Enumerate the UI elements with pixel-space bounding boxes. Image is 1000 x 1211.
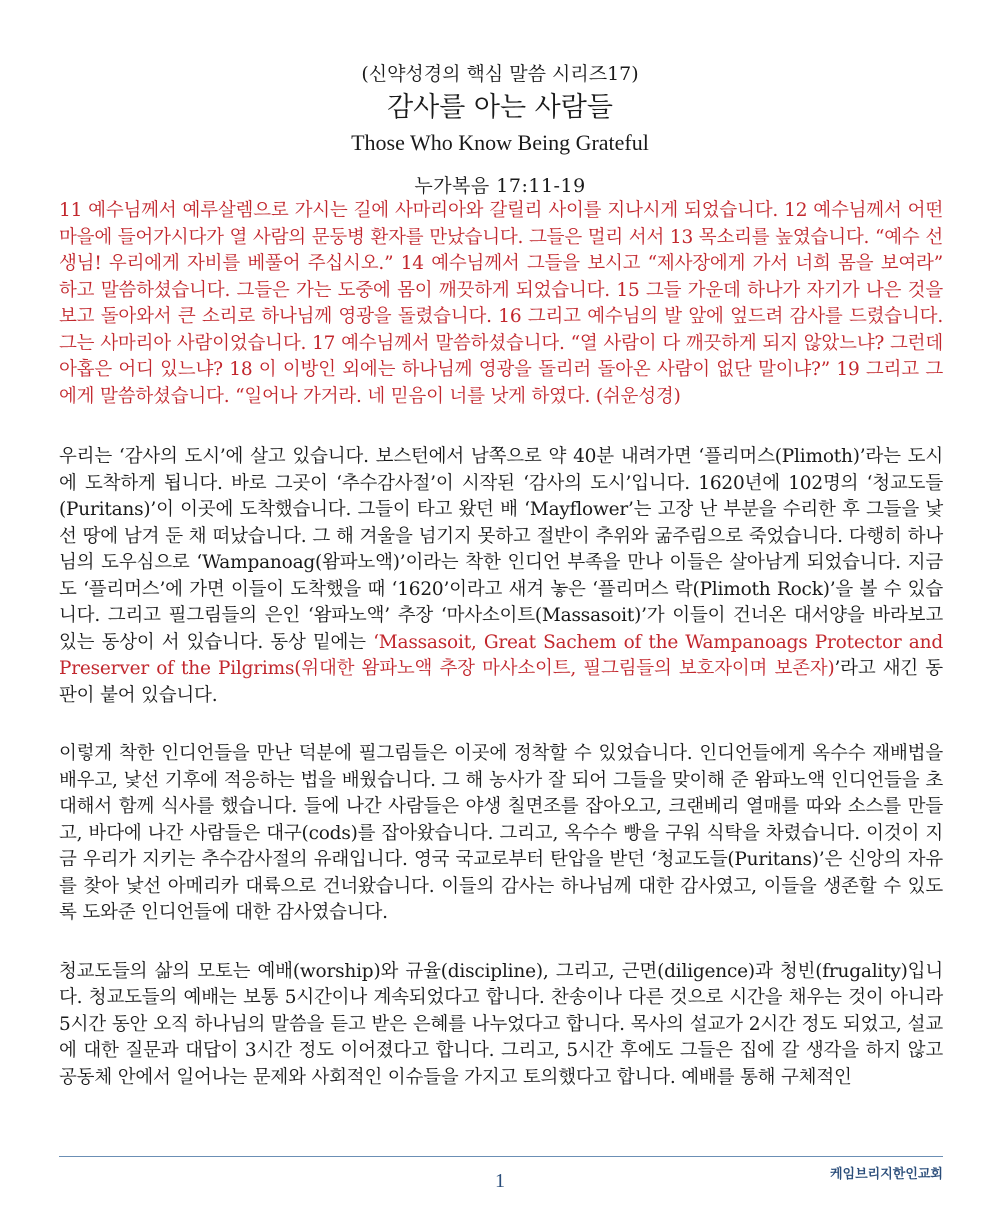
page-number: 1	[495, 1170, 505, 1192]
sermon-body	[59, 198, 943, 1123]
series-label: (신약성경의 핵심 말씀 시리즈17)	[361, 63, 639, 85]
paragraph-thanksgiving-origin: 이렇게 착한 인디언들을 만난 덕분에 필그림들은 이곳에 정착할 수 있었습니다. 인디언들에게 옥수수 재배법을 배우고, 낯선 기후에 적응하는 법을 배웠습니다. 그 해 농사가 잘 되어 그들을 맞이해 준 왐파노액 인디언들을 초대해서 함께 식사를 했습니다. 들에 나간 사람들은 야생 칠면조를 잡아오고, 크랜베리 열매를 따와 소스를 만들고, 바다에 나간 사람들은 대구(cods)를 잡아왔습니다. 그리고, 옥수수 빵을 구워 식탁을 차렸습니다. 이것이 지금 우리가 지키는 추수감사절의 유래입니다. 영국 국교로부터 탄압을 받던 ‘청교도들(Puritans)’은 신앙의 자유를 찾아 낯선 아메리카 대륙으로 건너왔습니다. 이들의 감사는 하나님께 대한 감사였고, 이들을 생존할 수 있도록 도와준 인디언들에 대한 감사였습니다.	[59, 743, 943, 923]
paragraph-plymouth-text: 우리는 ‘감사의 도시’에 살고 있습니다. 보스턴에서 남쪽으로 약 40분 내려가면 ‘플리머스(Plimoth)’라는 도시에 도착하게 됩니다. 바로 그곳이 ‘추수감사절’이 시작된 ‘감사의 도시’입니다. 1620년에 102명의 ‘청교도들(Puritans)’이 이곳에 도착했습니다. 그들이 타고 왔던 배 ‘Mayflower’는 고장 난 부분을 수리한 후 그들을 낯선 땅에 남겨 둔 채 떠났습니다. 그 해 겨울을 넘기지 못하고 절반이 추위와 굶주림으로 죽었습니다. 다행히 하나님의 도우심으로 ‘Wampanoag(왐파노액)’이라는 착한 인디언 부족을 만나 이들은 살아남게 되었습니다. 지금도 ‘플리머스’에 가면 이들이 도착했을 때 ‘1620’이라고 새겨 놓은 ‘플리머스 락(Plimoth Rock)’을 볼 수 있습니다. 그리고 필그림들의 은인 ‘왐파노액’ 추장 ‘마사소이트(Massasoit)’가 이들이 건너온 대서양을 바라보고 있는 동상이 서 있습니다. 동상 밑에는	[59, 446, 943, 653]
church-name: 케임브리지한인교회	[829, 1167, 943, 1182]
footer-divider	[59, 1156, 943, 1157]
paragraph-puritan-worship: 청교도들의 삶의 모토는 예배(worship)와 규율(discipline), 그리고, 근면(diligence)과 청빈(frugality)입니다. 청교도들의 예배는 보통 5시간이나 계속되었다고 합니다. 찬송이나 다른 것으로 시간을 채우는 것이 아니라 5시간 동안 오직 하나님의 말씀을 듣고 받은 은혜를 나누었다고 합니다. 목사의 설교가 2시간 정도 되었고, 설교에 대한 질문과 대답이 3시간 정도 이어졌다고 합니다. 그리고, 5시간 후에도 그들은 집에 갈 생각을 하지 않고 공동체 안에서 일어나는 문제와 사회적인 이슈들을 가지고 토의했다고 합니다. 예배를 통해 구체적인	[59, 960, 943, 1088]
plaque-inscription: ‘Massasoit, Great Sachem of the Wampanoags Protector and Preserver of the Pilgrims(위대한 왐파노액 추장 마사소이트, 필그림들의 보호자이며 보존자)	[59, 631, 943, 679]
paragraph-plymouth-tail: ’라고 새긴 동판이 붙어 있습니다.	[59, 658, 943, 706]
scripture-reference: 누가복음 17:11-19	[414, 175, 586, 197]
scripture-passage: 11 예수님께서 예루살렘으로 가시는 길에 사마리아와 갈릴리 사이를 지나시게 되었습니다. 12 예수님께서 어떤 마을에 들어가시다가 열 사람의 문둥병 환자를 만났습니다. 그들은 멀리 서서 13 목소리를 높였습니다. “예수 선생님! 우리에게 자비를 베풀어 주십시오.” 14 예수님께서 그들을 보시고 “제사장에게 가서 너희 몸을 보여라” 하고 말씀하셨습니다. 그들은 가는 도중에 몸이 깨끗하게 되었습니다. 15 그들 가운데 하나가 자기가 나은 것을 보고 돌아와서 큰 소리로 하나님께 영광을 돌렸습니다. 16 그리고 예수님의 발 앞에 엎드려 감사를 드렸습니다. 그는 사마리아 사람이었습니다. 17 예수님께서 말씀하셨습니다. “열 사람이 다 깨끗하게 되지 않았느냐? 그런데 아홉은 어디 있느냐? 18 이 이방인 외에는 하나님께 영광을 돌리러 돌아온 사람이 없단 말이냐?” 19 그리고 그에게 말씀하셨습니다. “일어나 가거라. 네 믿음이 너를 낫게 하였다. (쉬운성경)	[59, 200, 943, 407]
sermon-header	[0, 60, 1000, 200]
sermon-title: 감사를 아는 사람들	[387, 92, 613, 123]
sermon-subtitle: Those Who Know Being Grateful	[351, 130, 649, 155]
paragraph-plymouth	[59, 444, 943, 709]
